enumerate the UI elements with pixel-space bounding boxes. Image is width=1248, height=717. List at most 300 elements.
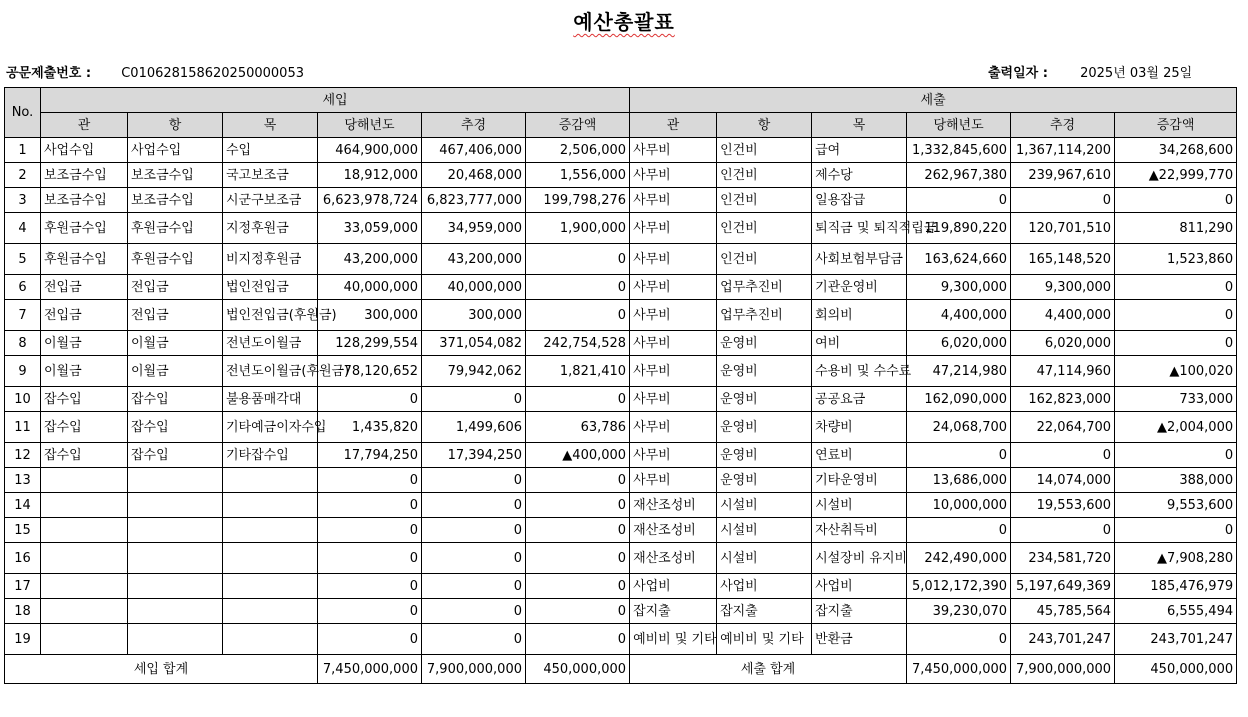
expense-gwan-cell: 사무비 bbox=[630, 275, 717, 300]
expense-revised-cell: 0 bbox=[1011, 188, 1115, 213]
expense-revised-cell: 243,701,247 bbox=[1011, 624, 1115, 655]
expense-revised-cell: 0 bbox=[1011, 443, 1115, 468]
income-gwan-cell: 잡수입 bbox=[41, 387, 128, 412]
expense-revised-cell: 120,701,510 bbox=[1011, 213, 1115, 244]
income-total-revised: 7,900,000,000 bbox=[422, 655, 526, 684]
income-revised-cell: 371,054,082 bbox=[422, 331, 526, 356]
income-revised-cell: 20,468,000 bbox=[422, 163, 526, 188]
row-no: 12 bbox=[5, 443, 41, 468]
income-gwan-cell: 잡수입 bbox=[41, 443, 128, 468]
expense-hang-cell: 운영비 bbox=[717, 356, 812, 387]
income-mok-cell: 수입 bbox=[223, 138, 318, 163]
expense-diff-cell: 34,268,600 bbox=[1115, 138, 1237, 163]
expense-mok-cell: 퇴직금 및 퇴직적립금 bbox=[812, 213, 907, 244]
income-gwan-cell: 이월금 bbox=[41, 331, 128, 356]
header-no: No. bbox=[5, 88, 41, 138]
expense-gwan-cell: 사무비 bbox=[630, 468, 717, 493]
table-row bbox=[5, 574, 1237, 599]
income-hang-cell: 사업수입 bbox=[128, 138, 223, 163]
expense-mok-cell: 급여 bbox=[812, 138, 907, 163]
expense-gwan-cell: 재산조성비 bbox=[630, 518, 717, 543]
expense-diff-cell: 243,701,247 bbox=[1115, 624, 1237, 655]
header-income: 세입 bbox=[41, 88, 630, 113]
expense-hang-cell: 인건비 bbox=[717, 188, 812, 213]
table-row bbox=[5, 275, 1237, 300]
income-gwan-cell: 후원금수입 bbox=[41, 244, 128, 275]
income-revised-cell: 300,000 bbox=[422, 300, 526, 331]
expense-mok-cell: 여비 bbox=[812, 331, 907, 356]
expense-gwan-cell: 사무비 bbox=[630, 213, 717, 244]
table-row bbox=[5, 356, 1237, 387]
income-hang-cell: 잡수입 bbox=[128, 412, 223, 443]
expense-diff-cell: ▲7,908,280 bbox=[1115, 543, 1237, 574]
expense-diff-cell: ▲2,004,000 bbox=[1115, 412, 1237, 443]
income-mok-cell: 법인전입금(후원금) bbox=[223, 300, 318, 331]
income-mok-cell: 시군구보조금 bbox=[223, 188, 318, 213]
expense-current-cell: 5,012,172,390 bbox=[907, 574, 1011, 599]
income-diff-cell: 0 bbox=[526, 574, 630, 599]
expense-hang-cell: 업무추진비 bbox=[717, 300, 812, 331]
income-gwan-cell bbox=[41, 518, 128, 543]
expense-mok-cell: 자산취득비 bbox=[812, 518, 907, 543]
header-expense-revised: 추경 bbox=[1011, 113, 1115, 138]
expense-revised-cell: 162,823,000 bbox=[1011, 387, 1115, 412]
income-current-cell: 0 bbox=[318, 468, 422, 493]
table-row bbox=[5, 331, 1237, 356]
expense-mok-cell: 잡지출 bbox=[812, 599, 907, 624]
row-no: 4 bbox=[5, 213, 41, 244]
income-revised-cell: 0 bbox=[422, 574, 526, 599]
expense-total-revised: 7,900,000,000 bbox=[1011, 655, 1115, 684]
expense-hang-cell: 인건비 bbox=[717, 213, 812, 244]
expense-current-cell: 242,490,000 bbox=[907, 543, 1011, 574]
income-current-cell: 78,120,652 bbox=[318, 356, 422, 387]
expense-revised-cell: 22,064,700 bbox=[1011, 412, 1115, 443]
income-hang-cell bbox=[128, 518, 223, 543]
expense-revised-cell: 6,020,000 bbox=[1011, 331, 1115, 356]
expense-hang-cell: 운영비 bbox=[717, 468, 812, 493]
income-revised-cell: 43,200,000 bbox=[422, 244, 526, 275]
income-current-cell: 128,299,554 bbox=[318, 331, 422, 356]
row-no: 17 bbox=[5, 574, 41, 599]
expense-gwan-cell: 사무비 bbox=[630, 443, 717, 468]
income-revised-cell: 6,823,777,000 bbox=[422, 188, 526, 213]
table-row bbox=[5, 188, 1237, 213]
income-total-diff: 450,000,000 bbox=[526, 655, 630, 684]
income-mok-cell: 비지정후원금 bbox=[223, 244, 318, 275]
income-gwan-cell bbox=[41, 493, 128, 518]
income-diff-cell: 0 bbox=[526, 300, 630, 331]
income-gwan-cell: 전입금 bbox=[41, 300, 128, 331]
doc-number-value: C010628158620250000053 bbox=[121, 66, 304, 81]
income-diff-cell: 0 bbox=[526, 468, 630, 493]
income-hang-cell: 이월금 bbox=[128, 356, 223, 387]
expense-mok-cell: 회의비 bbox=[812, 300, 907, 331]
row-no: 13 bbox=[5, 468, 41, 493]
expense-current-cell: 6,020,000 bbox=[907, 331, 1011, 356]
totals-row bbox=[5, 655, 1237, 684]
expense-mok-cell: 시설비 bbox=[812, 493, 907, 518]
income-gwan-cell bbox=[41, 574, 128, 599]
income-mok-cell bbox=[223, 624, 318, 655]
income-hang-cell: 잡수입 bbox=[128, 387, 223, 412]
expense-revised-cell: 9,300,000 bbox=[1011, 275, 1115, 300]
expense-hang-cell: 시설비 bbox=[717, 543, 812, 574]
row-no: 3 bbox=[5, 188, 41, 213]
doc-number-block bbox=[6, 62, 304, 81]
table-row bbox=[5, 443, 1237, 468]
header-expense-current: 당해년도 bbox=[907, 113, 1011, 138]
income-diff-cell: 0 bbox=[526, 624, 630, 655]
header-income-current: 당해년도 bbox=[318, 113, 422, 138]
income-hang-cell: 후원금수입 bbox=[128, 213, 223, 244]
expense-current-cell: 10,000,000 bbox=[907, 493, 1011, 518]
income-current-cell: 0 bbox=[318, 599, 422, 624]
income-hang-cell: 잡수입 bbox=[128, 443, 223, 468]
income-hang-cell: 전입금 bbox=[128, 275, 223, 300]
table-row bbox=[5, 624, 1237, 655]
row-no: 2 bbox=[5, 163, 41, 188]
income-current-cell: 33,059,000 bbox=[318, 213, 422, 244]
income-total-current: 7,450,000,000 bbox=[318, 655, 422, 684]
expense-current-cell: 39,230,070 bbox=[907, 599, 1011, 624]
expense-hang-cell: 업무추진비 bbox=[717, 275, 812, 300]
income-diff-cell: 1,821,410 bbox=[526, 356, 630, 387]
table-row bbox=[5, 518, 1237, 543]
print-date-block bbox=[988, 62, 1192, 81]
expense-mok-cell: 차량비 bbox=[812, 412, 907, 443]
expense-diff-cell: 0 bbox=[1115, 275, 1237, 300]
expense-diff-cell: 1,523,860 bbox=[1115, 244, 1237, 275]
row-no: 18 bbox=[5, 599, 41, 624]
print-date-label: 출력일자 : bbox=[988, 66, 1048, 81]
income-hang-cell: 보조금수입 bbox=[128, 163, 223, 188]
income-gwan-cell: 보조금수입 bbox=[41, 188, 128, 213]
expense-current-cell: 0 bbox=[907, 443, 1011, 468]
income-hang-cell bbox=[128, 543, 223, 574]
expense-revised-cell: 5,197,649,369 bbox=[1011, 574, 1115, 599]
income-hang-cell bbox=[128, 624, 223, 655]
income-hang-cell bbox=[128, 599, 223, 624]
income-diff-cell: ▲400,000 bbox=[526, 443, 630, 468]
income-mok-cell: 지정후원금 bbox=[223, 213, 318, 244]
expense-total-current: 7,450,000,000 bbox=[907, 655, 1011, 684]
income-revised-cell: 0 bbox=[422, 624, 526, 655]
income-hang-cell: 이월금 bbox=[128, 331, 223, 356]
expense-current-cell: 24,068,700 bbox=[907, 412, 1011, 443]
expense-current-cell: 162,090,000 bbox=[907, 387, 1011, 412]
row-no: 9 bbox=[5, 356, 41, 387]
expense-gwan-cell: 사무비 bbox=[630, 300, 717, 331]
income-mok-cell: 기타잡수입 bbox=[223, 443, 318, 468]
table-row bbox=[5, 213, 1237, 244]
income-current-cell: 17,794,250 bbox=[318, 443, 422, 468]
expense-gwan-cell: 사무비 bbox=[630, 138, 717, 163]
expense-revised-cell: 0 bbox=[1011, 518, 1115, 543]
income-mok-cell: 전년도이월금(후원금) bbox=[223, 356, 318, 387]
expense-hang-cell: 인건비 bbox=[717, 244, 812, 275]
header-income-gwan: 관 bbox=[41, 113, 128, 138]
header-expense-gwan: 관 bbox=[630, 113, 717, 138]
income-current-cell: 300,000 bbox=[318, 300, 422, 331]
expense-mok-cell: 일용잡급 bbox=[812, 188, 907, 213]
table-row bbox=[5, 300, 1237, 331]
expense-hang-cell: 잡지출 bbox=[717, 599, 812, 624]
expense-current-cell: 262,967,380 bbox=[907, 163, 1011, 188]
expense-revised-cell: 47,114,960 bbox=[1011, 356, 1115, 387]
expense-hang-cell: 시설비 bbox=[717, 493, 812, 518]
income-diff-cell: 1,900,000 bbox=[526, 213, 630, 244]
header-income-diff: 증감액 bbox=[526, 113, 630, 138]
income-mok-cell bbox=[223, 468, 318, 493]
row-no: 16 bbox=[5, 543, 41, 574]
income-total-label: 세입 합계 bbox=[5, 655, 318, 684]
expense-mok-cell: 수용비 및 수수료 bbox=[812, 356, 907, 387]
expense-revised-cell: 165,148,520 bbox=[1011, 244, 1115, 275]
income-gwan-cell bbox=[41, 543, 128, 574]
expense-hang-cell: 인건비 bbox=[717, 163, 812, 188]
income-current-cell: 0 bbox=[318, 493, 422, 518]
income-hang-cell: 보조금수입 bbox=[128, 188, 223, 213]
expense-hang-cell: 시설비 bbox=[717, 518, 812, 543]
expense-current-cell: 4,400,000 bbox=[907, 300, 1011, 331]
income-mok-cell bbox=[223, 493, 318, 518]
expense-current-cell: 119,890,220 bbox=[907, 213, 1011, 244]
income-diff-cell: 0 bbox=[526, 518, 630, 543]
expense-gwan-cell: 잡지출 bbox=[630, 599, 717, 624]
table-row bbox=[5, 599, 1237, 624]
income-mok-cell bbox=[223, 599, 318, 624]
income-revised-cell: 467,406,000 bbox=[422, 138, 526, 163]
income-current-cell: 0 bbox=[318, 624, 422, 655]
expense-revised-cell: 1,367,114,200 bbox=[1011, 138, 1115, 163]
row-no: 19 bbox=[5, 624, 41, 655]
expense-mok-cell: 제수당 bbox=[812, 163, 907, 188]
expense-revised-cell: 4,400,000 bbox=[1011, 300, 1115, 331]
income-revised-cell: 0 bbox=[422, 387, 526, 412]
expense-gwan-cell: 사무비 bbox=[630, 331, 717, 356]
row-no: 10 bbox=[5, 387, 41, 412]
expense-diff-cell: ▲100,020 bbox=[1115, 356, 1237, 387]
income-revised-cell: 17,394,250 bbox=[422, 443, 526, 468]
expense-mok-cell: 사회보험부담금 bbox=[812, 244, 907, 275]
income-current-cell: 0 bbox=[318, 574, 422, 599]
income-diff-cell: 2,506,000 bbox=[526, 138, 630, 163]
expense-total-label: 세출 합계 bbox=[630, 655, 907, 684]
table-row bbox=[5, 543, 1237, 574]
expense-current-cell: 1,332,845,600 bbox=[907, 138, 1011, 163]
income-gwan-cell: 보조금수입 bbox=[41, 163, 128, 188]
header-expense-hang: 항 bbox=[717, 113, 812, 138]
expense-gwan-cell: 사무비 bbox=[630, 387, 717, 412]
expense-mok-cell: 공공요금 bbox=[812, 387, 907, 412]
income-hang-cell: 후원금수입 bbox=[128, 244, 223, 275]
income-hang-cell bbox=[128, 468, 223, 493]
row-no: 15 bbox=[5, 518, 41, 543]
expense-diff-cell: 185,476,979 bbox=[1115, 574, 1237, 599]
expense-gwan-cell: 사업비 bbox=[630, 574, 717, 599]
expense-diff-cell: 0 bbox=[1115, 300, 1237, 331]
income-mok-cell: 불용품매각대 bbox=[223, 387, 318, 412]
expense-current-cell: 0 bbox=[907, 518, 1011, 543]
income-diff-cell: 0 bbox=[526, 387, 630, 412]
expense-diff-cell: 0 bbox=[1115, 518, 1237, 543]
table-row bbox=[5, 468, 1237, 493]
expense-diff-cell: 733,000 bbox=[1115, 387, 1237, 412]
table-body bbox=[5, 138, 1237, 655]
expense-hang-cell: 운영비 bbox=[717, 412, 812, 443]
expense-revised-cell: 14,074,000 bbox=[1011, 468, 1115, 493]
income-revised-cell: 0 bbox=[422, 599, 526, 624]
income-revised-cell: 40,000,000 bbox=[422, 275, 526, 300]
print-date-value: 2025년 03월 25일 bbox=[1080, 66, 1193, 81]
expense-gwan-cell: 사무비 bbox=[630, 163, 717, 188]
header-income-hang: 항 bbox=[128, 113, 223, 138]
expense-revised-cell: 45,785,564 bbox=[1011, 599, 1115, 624]
expense-diff-cell: ▲22,999,770 bbox=[1115, 163, 1237, 188]
expense-hang-cell: 운영비 bbox=[717, 331, 812, 356]
income-diff-cell: 63,786 bbox=[526, 412, 630, 443]
income-hang-cell bbox=[128, 574, 223, 599]
expense-revised-cell: 234,581,720 bbox=[1011, 543, 1115, 574]
expense-current-cell: 13,686,000 bbox=[907, 468, 1011, 493]
income-current-cell: 0 bbox=[318, 518, 422, 543]
expense-gwan-cell: 사무비 bbox=[630, 412, 717, 443]
expense-hang-cell: 운영비 bbox=[717, 443, 812, 468]
income-revised-cell: 79,942,062 bbox=[422, 356, 526, 387]
row-no: 6 bbox=[5, 275, 41, 300]
income-gwan-cell bbox=[41, 599, 128, 624]
expense-hang-cell: 운영비 bbox=[717, 387, 812, 412]
expense-current-cell: 9,300,000 bbox=[907, 275, 1011, 300]
page-title-text: 예산총괄표 bbox=[573, 10, 675, 34]
income-mok-cell bbox=[223, 543, 318, 574]
expense-diff-cell: 6,555,494 bbox=[1115, 599, 1237, 624]
expense-total-diff: 450,000,000 bbox=[1115, 655, 1237, 684]
row-no: 5 bbox=[5, 244, 41, 275]
expense-hang-cell: 인건비 bbox=[717, 138, 812, 163]
income-current-cell: 18,912,000 bbox=[318, 163, 422, 188]
income-current-cell: 464,900,000 bbox=[318, 138, 422, 163]
header-income-revised: 추경 bbox=[422, 113, 526, 138]
income-mok-cell: 법인전입금 bbox=[223, 275, 318, 300]
expense-gwan-cell: 재산조성비 bbox=[630, 493, 717, 518]
income-diff-cell: 0 bbox=[526, 599, 630, 624]
expense-hang-cell: 사업비 bbox=[717, 574, 812, 599]
expense-current-cell: 163,624,660 bbox=[907, 244, 1011, 275]
row-no: 1 bbox=[5, 138, 41, 163]
expense-gwan-cell: 사무비 bbox=[630, 356, 717, 387]
expense-diff-cell: 9,553,600 bbox=[1115, 493, 1237, 518]
income-diff-cell: 0 bbox=[526, 275, 630, 300]
table-row bbox=[5, 412, 1237, 443]
page-title bbox=[0, 6, 1248, 35]
expense-mok-cell: 연료비 bbox=[812, 443, 907, 468]
table-row bbox=[5, 138, 1237, 163]
income-diff-cell: 1,556,000 bbox=[526, 163, 630, 188]
income-mok-cell bbox=[223, 574, 318, 599]
income-revised-cell: 0 bbox=[422, 468, 526, 493]
income-revised-cell: 0 bbox=[422, 518, 526, 543]
income-mok-cell: 전년도이월금 bbox=[223, 331, 318, 356]
expense-mok-cell: 기타운영비 bbox=[812, 468, 907, 493]
income-gwan-cell bbox=[41, 468, 128, 493]
expense-diff-cell: 0 bbox=[1115, 331, 1237, 356]
income-diff-cell: 0 bbox=[526, 244, 630, 275]
header-expense: 세출 bbox=[630, 88, 1237, 113]
income-current-cell: 6,623,978,724 bbox=[318, 188, 422, 213]
income-revised-cell: 34,959,000 bbox=[422, 213, 526, 244]
row-no: 7 bbox=[5, 300, 41, 331]
header-income-mok: 목 bbox=[223, 113, 318, 138]
expense-revised-cell: 19,553,600 bbox=[1011, 493, 1115, 518]
budget-summary-table bbox=[4, 87, 1237, 684]
row-no: 11 bbox=[5, 412, 41, 443]
expense-diff-cell: 388,000 bbox=[1115, 468, 1237, 493]
table-row bbox=[5, 387, 1237, 412]
income-gwan-cell: 이월금 bbox=[41, 356, 128, 387]
income-current-cell: 43,200,000 bbox=[318, 244, 422, 275]
income-gwan-cell bbox=[41, 624, 128, 655]
income-current-cell: 0 bbox=[318, 543, 422, 574]
income-current-cell: 1,435,820 bbox=[318, 412, 422, 443]
table-row bbox=[5, 163, 1237, 188]
income-gwan-cell: 후원금수입 bbox=[41, 213, 128, 244]
income-diff-cell: 242,754,528 bbox=[526, 331, 630, 356]
expense-diff-cell: 0 bbox=[1115, 188, 1237, 213]
income-gwan-cell: 잡수입 bbox=[41, 412, 128, 443]
row-no: 8 bbox=[5, 331, 41, 356]
header-expense-diff: 증감액 bbox=[1115, 113, 1237, 138]
income-current-cell: 0 bbox=[318, 387, 422, 412]
income-revised-cell: 0 bbox=[422, 543, 526, 574]
income-revised-cell: 1,499,606 bbox=[422, 412, 526, 443]
doc-number-label: 공문제출번호 : bbox=[6, 66, 92, 81]
table-row bbox=[5, 493, 1237, 518]
expense-revised-cell: 239,967,610 bbox=[1011, 163, 1115, 188]
income-revised-cell: 0 bbox=[422, 493, 526, 518]
expense-gwan-cell: 재산조성비 bbox=[630, 543, 717, 574]
expense-gwan-cell: 예비비 및 기타 bbox=[630, 624, 717, 655]
expense-gwan-cell: 사무비 bbox=[630, 244, 717, 275]
income-current-cell: 40,000,000 bbox=[318, 275, 422, 300]
expense-mok-cell: 사업비 bbox=[812, 574, 907, 599]
income-diff-cell: 0 bbox=[526, 493, 630, 518]
header-expense-mok: 목 bbox=[812, 113, 907, 138]
income-diff-cell: 0 bbox=[526, 543, 630, 574]
row-no: 14 bbox=[5, 493, 41, 518]
income-mok-cell: 국고보조금 bbox=[223, 163, 318, 188]
income-gwan-cell: 전입금 bbox=[41, 275, 128, 300]
expense-diff-cell: 0 bbox=[1115, 443, 1237, 468]
income-diff-cell: 199,798,276 bbox=[526, 188, 630, 213]
expense-mok-cell: 반환금 bbox=[812, 624, 907, 655]
income-hang-cell: 전입금 bbox=[128, 300, 223, 331]
income-gwan-cell: 사업수입 bbox=[41, 138, 128, 163]
expense-mok-cell: 기관운영비 bbox=[812, 275, 907, 300]
expense-gwan-cell: 사무비 bbox=[630, 188, 717, 213]
table-row bbox=[5, 244, 1237, 275]
expense-diff-cell: 811,290 bbox=[1115, 213, 1237, 244]
income-mok-cell: 기타예금이자수입 bbox=[223, 412, 318, 443]
expense-hang-cell: 예비비 및 기타 bbox=[717, 624, 812, 655]
expense-mok-cell: 시설장비 유지비 bbox=[812, 543, 907, 574]
income-mok-cell bbox=[223, 518, 318, 543]
income-hang-cell bbox=[128, 493, 223, 518]
expense-current-cell: 47,214,980 bbox=[907, 356, 1011, 387]
expense-current-cell: 0 bbox=[907, 624, 1011, 655]
expense-current-cell: 0 bbox=[907, 188, 1011, 213]
